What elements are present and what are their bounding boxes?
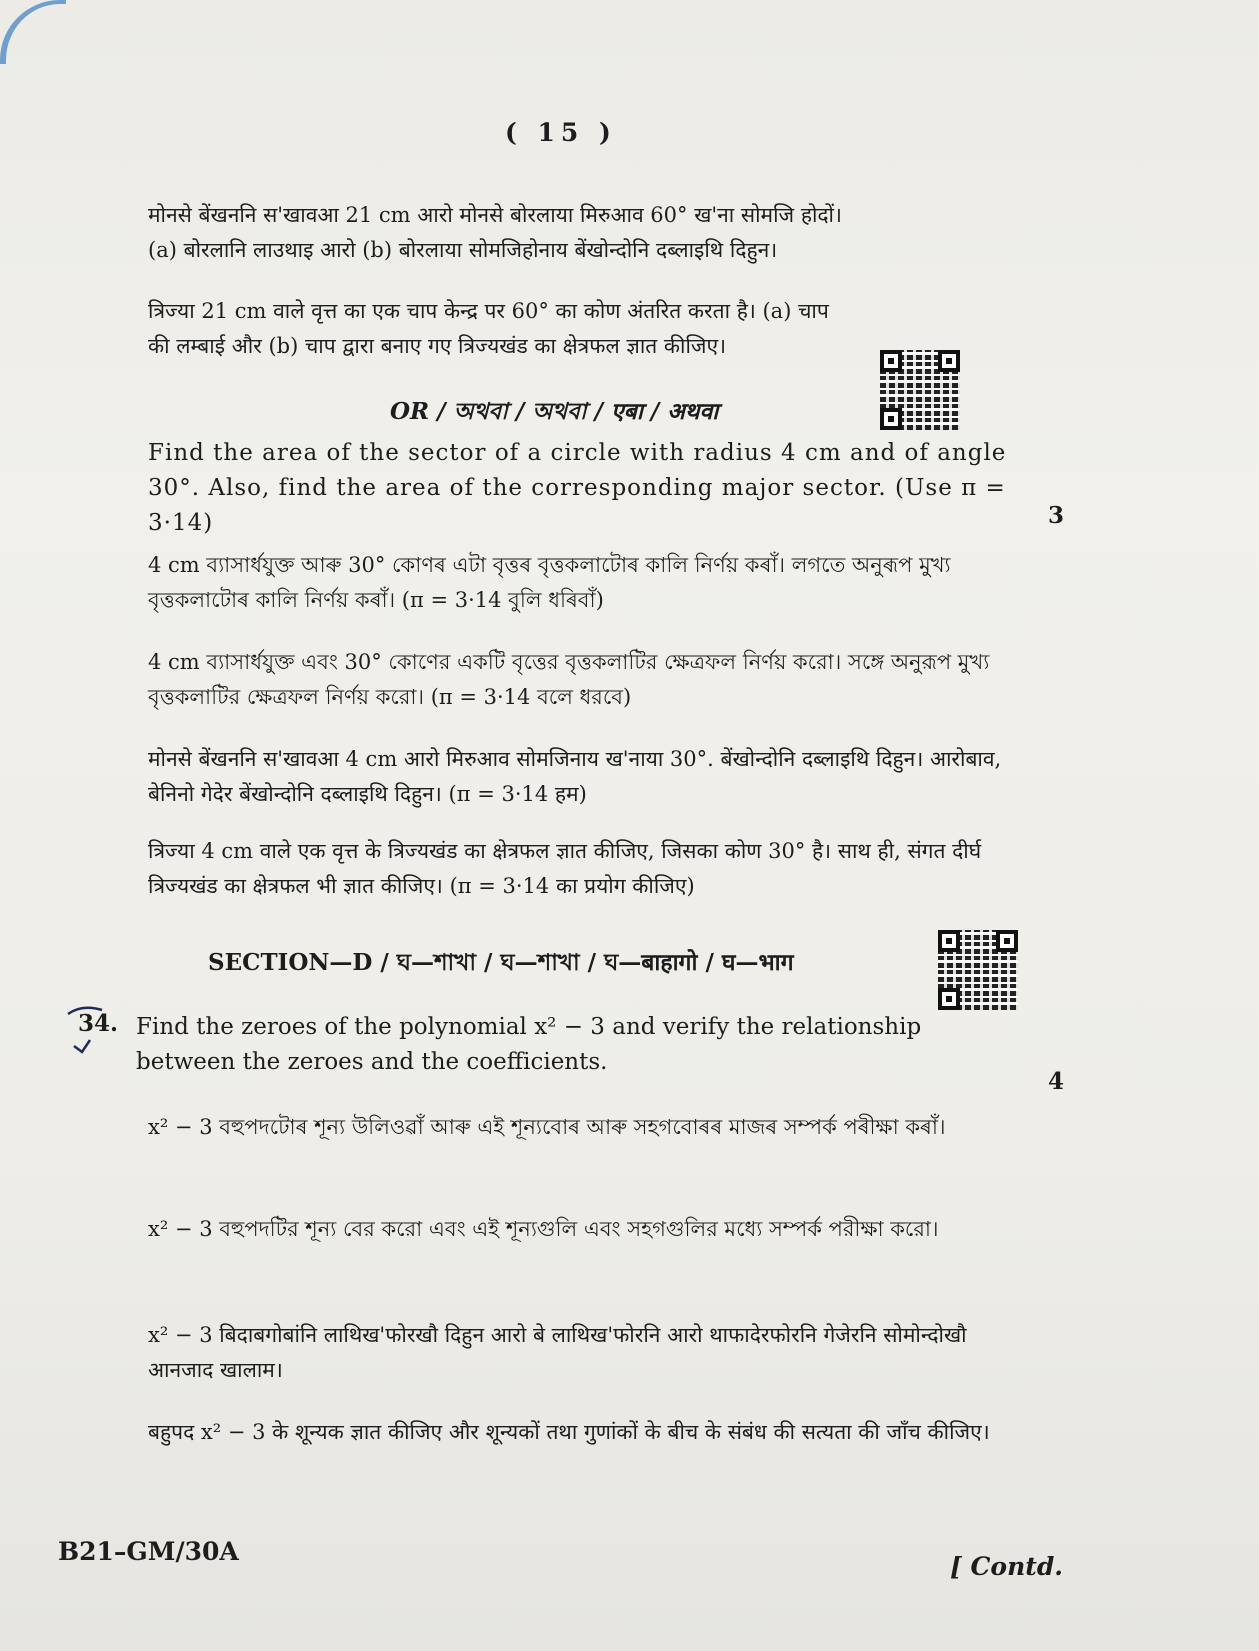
q33-hindi-line2: की लम्बाई और (b) चाप द्वारा बनाए गए त्रिज्यखंड का क्षेत्रफल ज्ञात कीजिए। — [148, 334, 727, 358]
question-34-hindi — [148, 1415, 1018, 1450]
question-number: 34. — [78, 1010, 119, 1037]
q34-bodo-text: x² − 3 बिदाबगोबांनि लाथिख'फोरखौ दिहुन आरो बे लाथिख'फोरनि आरो थाफादेरफोरनि गेजेरनि सोमोन्दोखौ आनजाद खालाम। — [148, 1323, 967, 1382]
or-question-bengali-text: 4 cm ব্যাসার্ধযুক্ত এবং 30° কোণের একটি বৃত্তের বৃত্তকলাটির ক্ষেত্রফল নির্ণয় করো। সঙ্গে অনুরূপ মুখ্য বৃত্তকলাটির ক্ষেত্রফল নির্ণয় করো। (π = 3·14 বলে ধরবে) — [148, 650, 990, 709]
or-question-hindi — [148, 834, 1018, 904]
or-question-assamese-text: 4 cm ব্যাসাৰ্ধযুক্ত আৰু 30° কোণৰ এটা বৃত্তৰ বৃত্তকলাটোৰ কালি নিৰ্ণয় কৰাঁ। লগতে অনুৰূপ মুখ্য বৃত্তকলাটোৰ কালি নিৰ্ণয় কৰাঁ। (π = 3·14 বুলি ধৰিবাঁ) — [148, 553, 951, 612]
q33-hindi-line1: त्रिज्या 21 cm वाले वृत्त का एक चाप केन्द्र पर 60° का कोण अंतरित करता है। (a) चाप — [148, 299, 829, 323]
question-33-continued — [148, 198, 1018, 364]
or-question-english — [148, 436, 1018, 541]
or-question-english-text: Find the area of the sector of a circle with radius 4 cm and of angle 30°. Also, find the area of the corresponding major sector. (Use π = 3·14) — [148, 440, 1007, 536]
or-question-hindi-text: त्रिज्या 4 cm वाले एक वृत्त के त्रिज्यखंड का क्षेत्रफल ज्ञात कीजिए, जिसका कोण 30° है। साथ ही, संगत दीर्घ त्रिज्यखंड का क्षेत्रफल भी ज्ञात कीजिए। (π = 3·14 का प्रयोग कीजिए) — [148, 839, 982, 898]
q34-hindi-text: बहुपद x² − 3 के शून्यक ज्ञात कीजिए और शून्यकों तथा गुणांकों के बीच के संबंध की सत्यता की जाँच कीजिए। — [148, 1420, 990, 1444]
qr-code-icon — [938, 930, 1018, 1010]
qr-code-icon — [880, 350, 960, 430]
or-question-bodo-text: मोनसे बेंखननि स'खावआ 4 cm आरो मिरुआव सोमजिनाय ख'नाया 30°. बेंखोन्दोनि दब्लाइथि दिहुन। आरोबाव, बेनिनो गेदेर बेंखोन्दोनि दब्लाइथि दिहुन। (π = 3·14 हम) — [148, 747, 1002, 806]
continued-label: [ Contd. — [950, 1552, 1064, 1581]
question-34-assamese — [148, 1110, 1018, 1145]
question-34-english — [136, 1010, 1016, 1080]
section-heading: SECTION—D / ঘ—শাখা / ঘ—শাখা / ঘ—बाहागो / घ—भाग — [208, 949, 794, 976]
or-question-bengali — [148, 645, 1018, 715]
marks-q34: 4 — [1048, 1068, 1065, 1095]
paper-code: B21–GM/30A — [58, 1537, 239, 1566]
page-edge-mark — [0, 0, 66, 64]
q34-english-text: Find the zeroes of the polynomial x² − 3 and verify the relationship between the zeroes and the coefficients. — [136, 1014, 922, 1075]
marks-q33: 3 — [1048, 502, 1065, 529]
q33-bodo-line1: मोनसे बेंखननि स'खावआ 21 cm आरो मोनसे बोरलाया मिरुआव 60° ख'ना सोमजि होदों। — [148, 203, 842, 227]
q33-bodo-line2: (a) बोरलानि लाउथाइ आरो (b) बोरलाया सोमजिहोनाय बेंखोन्दोनि दब्लाइथि दिहुन। — [148, 238, 778, 262]
q34-assamese-text: x² − 3 বহুপদটোৰ শূন্য উলিওৱাঁ আৰু এই শূন্যবোৰ আৰু সহগবোৰৰ মাজৰ সম্পৰ্ক পৰীক্ষা কৰাঁ। — [148, 1115, 946, 1139]
or-question-bodo — [148, 742, 1018, 812]
question-34-bengali — [148, 1212, 1018, 1247]
or-heading: OR / অথবা / অথবা / एबा / अथवा — [390, 398, 719, 425]
page-number: ( 15 ) — [505, 118, 617, 147]
or-question-assamese — [148, 548, 1018, 618]
question-34-bodo — [148, 1318, 1018, 1388]
q34-bengali-text: x² − 3 বহুপদটির শূন্য বের করো এবং এই শূন্যগুলি এবং সহগগুলির মধ্যে সম্পর্ক পরীক্ষা করো। — [148, 1217, 939, 1241]
